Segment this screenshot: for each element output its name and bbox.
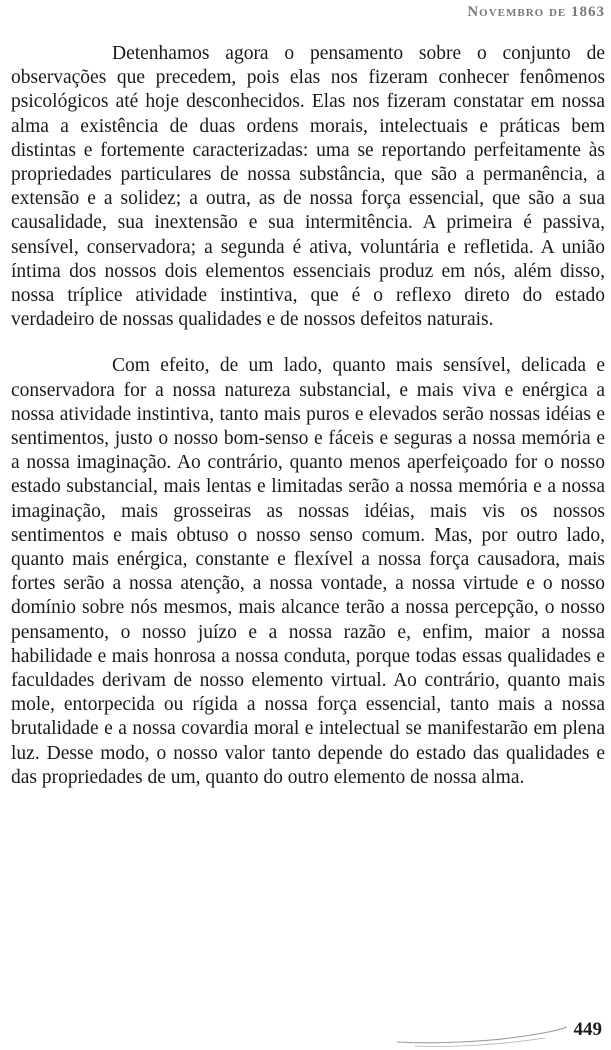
paragraph-2: Com efeito, de um lado, quanto mais sensível, delicada e conservadora for a nossa natureza substancial, e mais viva e enérgica a nossa atividade instintiva, tanto mais puros e elevados serão nossas idéias e sentimentos, justo o nosso bom-senso e fáceis e seguras a nossa memória e a nossa imaginação. Ao contrário, quanto menos aperfeiçoado for o nosso estado substancial, mais lentas e limitadas serão a nossa memória e a nossa imaginação, mais grosseiras as nossas idéias, mais vis os nossos sentimentos e mais obtuso o nosso senso comum. Mas, por outro lado, quanto mais enérgica, constante e flexível a nossa força causadora, mais fortes serão a nossa atenção, a nossa vontade, a nossa virtude e o nosso domínio sobre nós mesmos, mais alcance terão a nossa percepção, o nosso pensamento, o nosso juízo e a nossa razão e, enfim, maior a nossa habilidade e mais honrosa a nossa conduta, porque todas essas qualidades e faculdades derivam de nosso elemento virtual. Ao contrário, quanto mais mole, entorpecida ou rígida a nossa força essencial, tanto mais a nossa brutalidade e a nossa covardia moral e intelectual se manifestarão em plena luz. Desse modo, o nosso valor tanto depende do estado das qualidades e das propriedades de um, quanto do outro elemento de nossa alma.	[11, 355, 605, 788]
page-body	[11, 42, 605, 790]
running-header: Novembro de 1863	[467, 4, 605, 20]
paragraph-1: Detenhamos agora o pensamento sobre o conjunto de observações que precedem, pois elas nos fizeram conhecer fenômenos psicológicos até hoje desconhecidos. Elas nos fizeram constatar em nossa alma a existência de duas ordens morais, intelectuais e práticas bem distintas e fortemente caracterizadas: uma se reportando perfeitamente às propriedades particulares de nossa substância, que são a permanência, a extensão e a solidez; a outra, as de nossa força essencial, que são a sua causalidade, sua inextensão e sua intermitência. A primeira é passiva, sensível, conservadora; a segunda é ativa, voluntária e refletida. A união íntima dos nossos dois elementos essenciais produz em nós, além disso, nossa tríplice atividade instintiva, que é o reflexo direto do estado verdadeiro de nossas qualidades e de nossos defeitos naturais.	[11, 43, 605, 331]
page-number: 449	[573, 1019, 602, 1040]
footer-flourish-ornament	[395, 1024, 570, 1050]
